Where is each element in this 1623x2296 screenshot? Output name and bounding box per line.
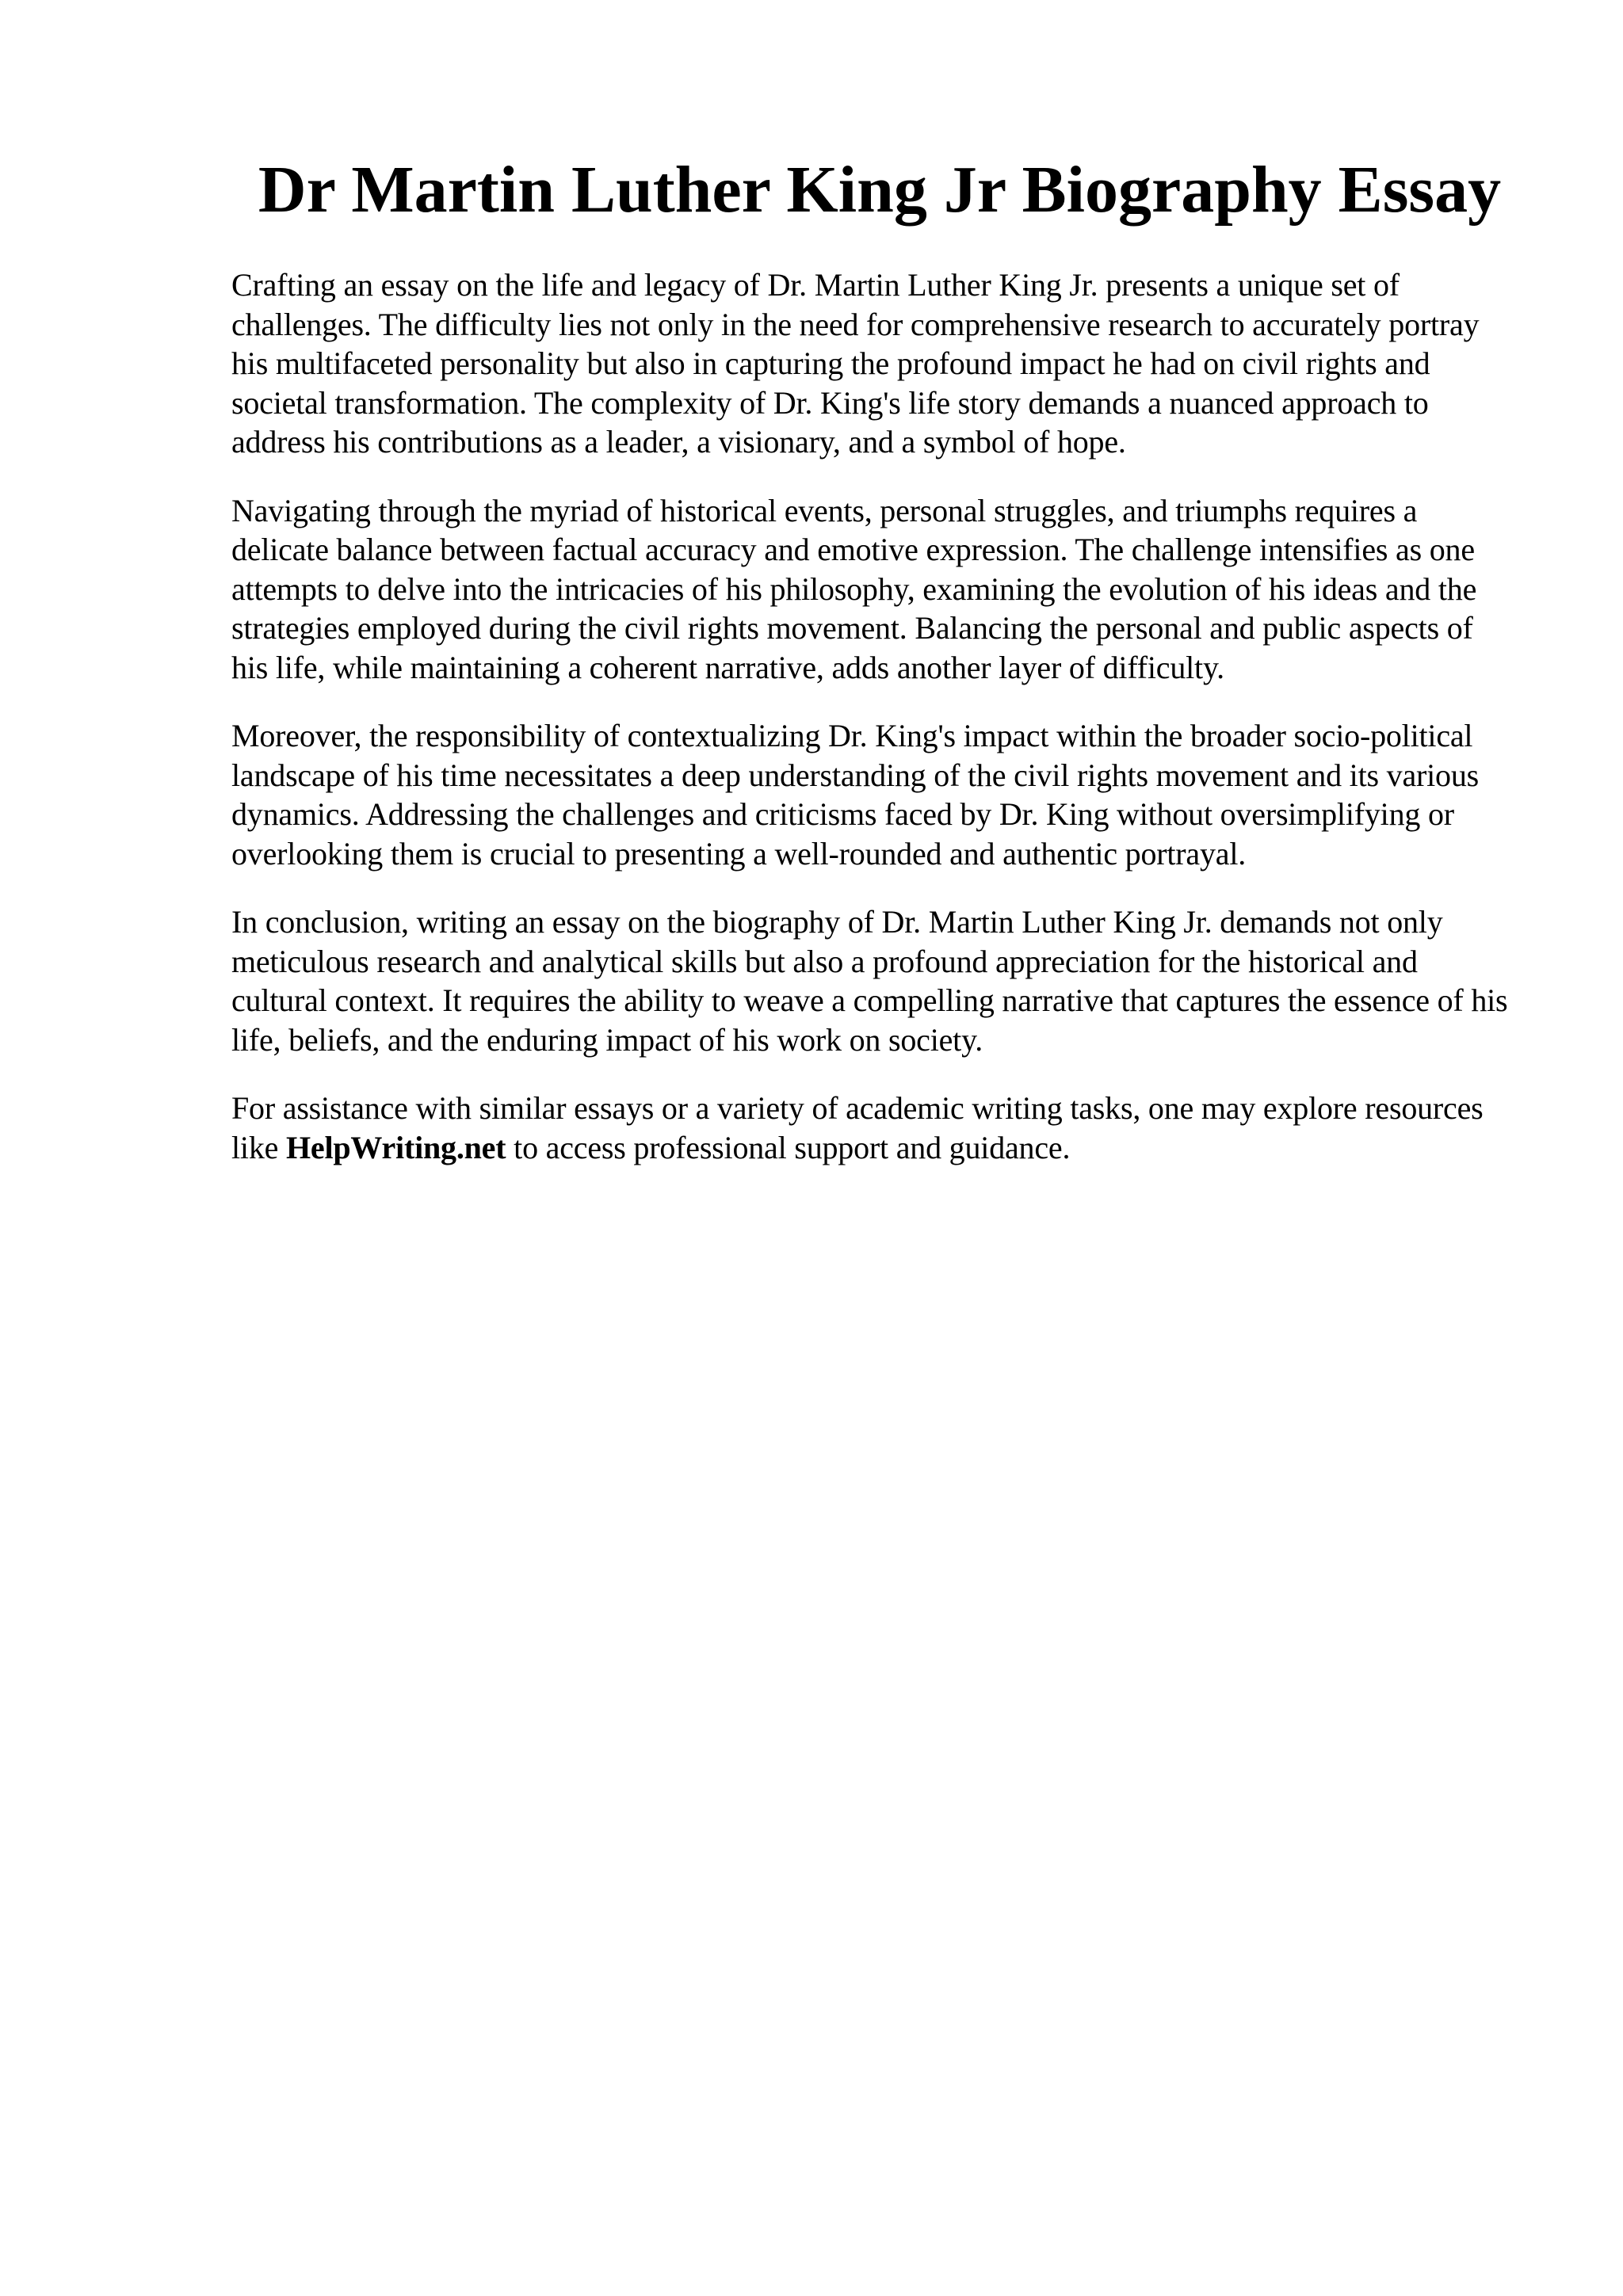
paragraph-navigating: Navigating through the myriad of historical events, personal struggles, and triumphs requires a delicate balance between factual accuracy and emotive expression. The challenge intensifies as one attempts to delve into the intricacies of his philosophy, examining the evolution of his ideas and the strategies employed during the civil rights movement. Balancing the personal and public aspects of his life, while maintaining a coherent narrative, adds another layer of difficulty. <box>231 492 1477 685</box>
document-title: Dr Martin Luther King Jr Biography Essay <box>258 153 1502 227</box>
closing-text-after: to access professional support and guidance. <box>506 1129 1071 1165</box>
document-body <box>231 265 1515 1167</box>
paragraph-conclusion: In conclusion, writing an essay on the biography of Dr. Martin Luther King Jr. demands not only meticulous research and analytical skills but also a profound appreciation for the historical and cultural context. It requires the ability to weave a compelling narrative that captures the essence of his life, beliefs, and the enduring impact of his work on society. <box>231 904 1508 1058</box>
paragraph-closing <box>231 1089 1515 1167</box>
paragraph-moreover: Moreover, the responsibility of contextualizing Dr. King's impact within the broader socio-political landscape of his time necessitates a deep understanding of the civil rights movement and its various dynamics. Addressing the challenges and criticisms faced by Dr. King without oversimplifying or overlooking them is crucial to presenting a well-rounded and authentic portrayal. <box>231 718 1480 871</box>
closing-text-before: For assistance with similar essays or a variety of academic writing tasks, one may explore resources like <box>231 1090 1484 1165</box>
brand-name: HelpWriting.net <box>285 1129 506 1165</box>
paragraph-intro: Crafting an essay on the life and legacy of Dr. Martin Luther King Jr. presents a unique set of challenges. The difficulty lies not only in the need for comprehensive research to accurately portray his multifaceted personality but also in capturing the profound impact he had on civil rights and societal transformation. The complexity of Dr. King's life story demands a nuanced approach to address his contributions as a leader, a visionary, and a symbol of hope. <box>231 267 1480 460</box>
